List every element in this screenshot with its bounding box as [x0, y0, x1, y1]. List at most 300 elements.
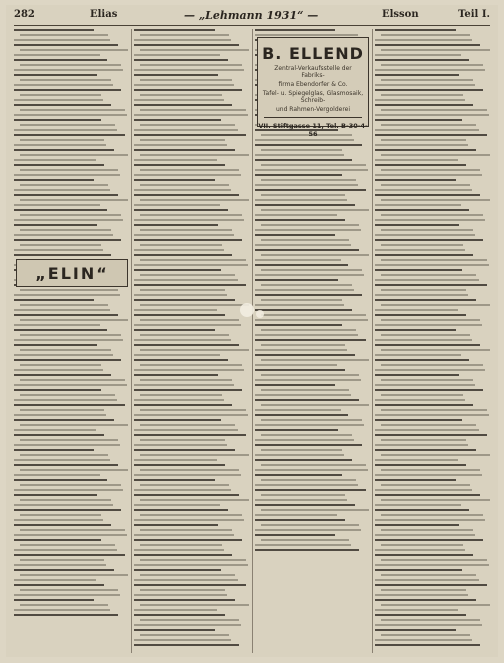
directory-text-line [381, 589, 466, 591]
directory-text-line [140, 394, 222, 396]
directory-text-line [261, 149, 342, 151]
directory-text-line [381, 244, 463, 246]
directory-text-line [134, 624, 241, 626]
directory-text-line [375, 329, 456, 331]
directory-text-line [375, 389, 483, 391]
directory-text-line [261, 329, 356, 331]
paper-stain [240, 303, 254, 317]
directory-text-line [255, 264, 348, 266]
directory-text-line [375, 189, 472, 191]
directory-text-line [14, 519, 103, 521]
directory-text-line [14, 159, 96, 161]
directory-text-line [140, 64, 242, 66]
directory-text-line [14, 534, 127, 536]
directory-text-line [14, 339, 123, 341]
directory-text-line [14, 204, 100, 206]
directory-text-line [134, 89, 242, 91]
directory-text-line [140, 529, 232, 531]
directory-text-line [14, 224, 97, 226]
directory-text-line [134, 479, 215, 481]
ellend-ad-line: Tafel- u. Spiegelglas, Glasmosaik, Schreib- [262, 90, 364, 104]
directory-text-line [255, 454, 344, 456]
directory-text-line [381, 94, 463, 96]
directory-text-line [255, 244, 351, 246]
directory-text-line [14, 69, 123, 71]
directory-text-line [375, 104, 473, 106]
directory-text-line [20, 529, 125, 531]
directory-text-line [20, 394, 115, 396]
directory-text-line [20, 244, 101, 246]
directory-text-line [255, 544, 351, 546]
directory-text-line [255, 144, 362, 146]
directory-text-line [134, 564, 248, 566]
directory-text-line [14, 99, 103, 101]
directory-text-line [20, 154, 128, 156]
directory-text-line [134, 149, 235, 151]
directory-text-line [14, 179, 94, 181]
directory-text-line [381, 274, 476, 276]
directory-text-line [134, 404, 232, 406]
directory-text-line [255, 29, 335, 31]
header-right-keyword: Elsson [382, 9, 419, 20]
directory-text-line [375, 594, 468, 596]
directory-text-line [255, 399, 359, 401]
directory-text-line [134, 284, 246, 286]
directory-text-line [255, 184, 358, 186]
directory-text-line [134, 489, 231, 491]
directory-text-line [375, 59, 469, 61]
directory-text-line [134, 569, 221, 571]
directory-text-line [261, 509, 369, 511]
directory-text-line [255, 229, 361, 231]
directory-text-line [14, 239, 121, 241]
directory-text-line [14, 194, 118, 196]
directory-text-line [381, 229, 473, 231]
directory-text-line [261, 539, 349, 541]
directory-text-line [255, 504, 355, 506]
directory-text-line [134, 519, 244, 521]
directory-text-line [375, 624, 482, 626]
directory-text-line [140, 154, 249, 156]
directory-text-line [134, 194, 239, 196]
directory-text-line [255, 159, 352, 161]
directory-text-line [261, 359, 369, 361]
directory-text-line [261, 374, 359, 376]
directory-text-line [255, 169, 368, 171]
directory-text-line [20, 439, 118, 441]
ellend-ad-rule [264, 117, 362, 118]
directory-text-line [375, 84, 475, 86]
directory-text-line [375, 174, 482, 176]
directory-text-line [261, 179, 356, 181]
directory-text-line [134, 594, 227, 596]
directory-text-line [261, 434, 352, 436]
directory-text-line [375, 579, 479, 581]
directory-text-line [375, 489, 472, 491]
directory-text-line [375, 479, 456, 481]
directory-text-line [134, 509, 228, 511]
directory-text-line [375, 509, 469, 511]
directory-text-line [375, 444, 468, 446]
directory-text-line [134, 444, 227, 446]
directory-column-2 [134, 29, 249, 653]
header-volume: Teil I. [458, 9, 490, 20]
directory-text-line [14, 354, 113, 356]
paper-stain [256, 310, 264, 318]
directory-text-line [375, 384, 475, 386]
ellend-ad-line: Zentral-Verkaufsstelle der Fabriks- [274, 65, 352, 79]
directory-text-line [20, 349, 111, 351]
directory-text-line [261, 314, 366, 316]
directory-text-line [375, 519, 485, 521]
directory-text-line [261, 194, 345, 196]
directory-text-line [140, 244, 222, 246]
directory-text-line [14, 464, 118, 466]
directory-text-line [134, 359, 228, 361]
ellend-advertisement [257, 37, 369, 138]
directory-text-line [14, 524, 111, 526]
directory-text-line [20, 469, 128, 471]
directory-text-line [20, 484, 121, 486]
directory-text-line [261, 239, 349, 241]
directory-text-line [255, 154, 344, 156]
directory-text-line [375, 164, 466, 166]
directory-text-line [140, 364, 242, 366]
directory-text-line [140, 559, 246, 561]
directory-text-line [375, 504, 461, 506]
directory-text-line [255, 474, 342, 476]
directory-text-line [375, 144, 468, 146]
ellend-ad-line: firma Ebendorfer & Co. [278, 81, 348, 88]
directory-text-line [255, 354, 355, 356]
directory-text-line [14, 569, 114, 571]
directory-text-line [14, 369, 103, 371]
directory-text-line [261, 449, 342, 451]
page-number: 282 [14, 9, 35, 20]
directory-text-line [140, 199, 249, 201]
directory-text-line [375, 314, 466, 316]
directory-text-line [134, 279, 238, 281]
directory-text-line [134, 629, 215, 631]
directory-text-line [134, 69, 244, 71]
directory-text-line [14, 149, 114, 151]
directory-text-line [20, 139, 104, 141]
directory-text-line [375, 234, 475, 236]
directory-text-line [14, 299, 94, 301]
column-divider [372, 29, 373, 653]
directory-text-line [14, 344, 97, 346]
directory-text-line [255, 349, 347, 351]
directory-text-line [14, 74, 97, 76]
directory-text-line [140, 514, 242, 516]
directory-text-line [134, 549, 224, 551]
directory-text-line [375, 464, 466, 466]
directory-text-line [261, 209, 369, 211]
directory-text-line [381, 139, 466, 141]
directory-text-line [375, 569, 462, 571]
directory-text-line [134, 369, 244, 371]
directory-text-line [20, 319, 128, 321]
directory-text-line [134, 384, 234, 386]
directory-text-line [255, 369, 345, 371]
directory-column-4 [375, 29, 490, 653]
directory-text-line [140, 109, 246, 111]
directory-text-line [375, 239, 483, 241]
directory-text-line [255, 534, 335, 536]
directory-text-line [20, 409, 104, 411]
directory-text-line [14, 374, 111, 376]
directory-text-line [134, 399, 224, 401]
directory-text-line [255, 259, 341, 261]
directory-text-line [255, 414, 348, 416]
directory-text-line [375, 434, 487, 436]
directory-text-line [134, 234, 234, 236]
directory-text-line [14, 459, 110, 461]
directory-text-line [134, 119, 221, 121]
directory-text-line [134, 99, 224, 101]
directory-text-line [375, 279, 479, 281]
directory-text-line [14, 39, 110, 41]
directory-text-line [14, 509, 121, 511]
directory-text-line [255, 249, 359, 251]
directory-text-line [20, 94, 101, 96]
directory-text-line [381, 469, 480, 471]
directory-text-line [140, 619, 239, 621]
directory-text-line [255, 139, 354, 141]
directory-text-line [134, 434, 246, 436]
directory-text-line [261, 479, 356, 481]
directory-text-line [381, 64, 483, 66]
directory-text-line [134, 54, 220, 56]
directory-text-line [134, 59, 228, 61]
ellend-ad-line: und Rahmen-Vergolderei [275, 106, 351, 113]
directory-text-line [140, 229, 232, 231]
directory-text-line [375, 194, 480, 196]
directory-text-line [381, 439, 466, 441]
directory-text-line [134, 239, 242, 241]
directory-text-line [261, 269, 362, 271]
directory-text-line [134, 84, 234, 86]
directory-text-line [381, 604, 490, 606]
directory-text-line [14, 134, 125, 136]
directory-text-line [381, 289, 466, 291]
directory-text-line [375, 599, 476, 601]
directory-text-line [14, 104, 111, 106]
directory-text-line [134, 174, 241, 176]
directory-text-line [375, 429, 479, 431]
directory-text-line [375, 89, 483, 91]
directory-text-line [140, 439, 225, 441]
directory-text-line [134, 299, 235, 301]
directory-text-line [134, 459, 217, 461]
directory-text-line [375, 534, 475, 536]
directory-text-line [134, 339, 231, 341]
directory-text-line [261, 164, 366, 166]
directory-text-line [375, 44, 480, 46]
directory-text-line [134, 324, 241, 326]
directory-text-line [20, 559, 104, 561]
directory-text-line [134, 209, 228, 211]
directory-text-line [140, 184, 229, 186]
directory-text-line [375, 549, 465, 551]
directory-text-line [375, 494, 480, 496]
directory-text-line [14, 584, 104, 586]
directory-text-line [381, 544, 463, 546]
directory-text-line [14, 434, 104, 436]
directory-text-line [140, 589, 225, 591]
directory-text-line [381, 124, 476, 126]
ellend-ad-name: B. ELLEND [262, 44, 364, 63]
header-left-keyword: Elias [90, 9, 118, 20]
directory-text-line [140, 469, 239, 471]
directory-text-line [14, 324, 100, 326]
directory-text-line [140, 544, 222, 546]
directory-text-line [14, 164, 104, 166]
directory-text-line [255, 484, 358, 486]
directory-text-line [375, 369, 485, 371]
directory-text-line [134, 494, 239, 496]
directory-text-line [261, 284, 352, 286]
directory-text-line [14, 54, 100, 56]
directory-text-line [375, 269, 462, 271]
directory-text-line [375, 129, 479, 131]
directory-text-line [14, 599, 94, 601]
directory-text-line [255, 289, 354, 291]
page-header [14, 9, 490, 23]
directory-text-line [140, 34, 229, 36]
directory-text-line [375, 344, 480, 346]
directory-text-line [375, 99, 465, 101]
directory-text-line [140, 454, 249, 456]
directory-text-line [14, 174, 120, 176]
directory-text-line [255, 279, 338, 281]
directory-text-line [20, 334, 121, 336]
directory-text-line [134, 524, 218, 526]
directory-text-line [134, 159, 217, 161]
directory-text-line [261, 254, 369, 256]
directory-text-line [255, 409, 341, 411]
directory-text-line [134, 614, 225, 616]
directory-text-line [134, 464, 225, 466]
directory-text-line [14, 549, 117, 551]
directory-text-line [375, 359, 469, 361]
directory-text-line [381, 349, 490, 351]
directory-text-line [255, 234, 335, 236]
directory-text-line [375, 69, 485, 71]
directory-text-line [14, 249, 103, 251]
directory-text-line [375, 609, 458, 611]
directory-text-line [255, 34, 358, 36]
directory-text-line [255, 324, 342, 326]
directory-text-line [20, 589, 118, 591]
directory-text-line [134, 309, 217, 311]
directory-text-line [381, 364, 483, 366]
directory-text-line [375, 309, 458, 311]
directory-text-line [134, 414, 248, 416]
directory-text-line [14, 29, 94, 31]
directory-text-line [14, 114, 127, 116]
directory-text-line [381, 184, 470, 186]
directory-text-line [255, 514, 337, 516]
directory-text-line [14, 404, 125, 406]
directory-text-line [255, 394, 351, 396]
directory-text-line [14, 144, 106, 146]
directory-text-line [14, 314, 118, 316]
directory-text-line [375, 354, 461, 356]
directory-text-line [134, 219, 244, 221]
directory-text-line [375, 419, 462, 421]
directory-text-line [381, 634, 470, 636]
directory-text-line [140, 124, 235, 126]
directory-text-line [134, 539, 242, 541]
directory-text-line [134, 134, 246, 136]
directory-text-line [255, 364, 337, 366]
directory-text-line [134, 374, 218, 376]
directory-text-line [134, 584, 246, 586]
directory-text-line [14, 594, 120, 596]
directory-text-line [255, 309, 352, 311]
directory-text-line [14, 44, 118, 46]
directory-text-line [381, 199, 490, 201]
directory-text-line [255, 274, 364, 276]
directory-text-line [14, 429, 96, 431]
directory-text-line [381, 424, 476, 426]
directory-text-line [134, 534, 234, 536]
directory-text-line [14, 59, 107, 61]
directory-text-line [381, 79, 473, 81]
directory-text-line [381, 499, 490, 501]
directory-text-line [134, 179, 215, 181]
directory-text-line [20, 184, 108, 186]
directory-text-line [20, 49, 128, 51]
directory-text-line [255, 519, 345, 521]
directory-text-line [375, 114, 489, 116]
directory-text-line [375, 339, 472, 341]
directory-text-line [375, 299, 476, 301]
directory-text-line [14, 389, 101, 391]
directory-text-line [381, 484, 470, 486]
directory-text-line [134, 389, 242, 391]
directory-text-line [255, 339, 366, 341]
directory-text-line [375, 54, 461, 56]
directory-text-line [381, 394, 463, 396]
directory-text-line [261, 524, 359, 526]
directory-text-line [20, 34, 108, 36]
directory-text-line [134, 264, 248, 266]
directory-text-line [14, 539, 101, 541]
directory-text-line [14, 359, 121, 361]
directory-text-line [134, 269, 221, 271]
directory-text-line [134, 204, 220, 206]
directory-text-line [134, 254, 232, 256]
directory-text-line [14, 474, 100, 476]
directory-text-line [20, 514, 101, 516]
directory-text-line [134, 599, 235, 601]
directory-text-line [261, 494, 345, 496]
directory-text-line [255, 204, 355, 206]
directory-text-line [255, 549, 359, 551]
directory-text-line [134, 554, 232, 556]
directory-text-line [140, 379, 232, 381]
directory-text-line [375, 564, 489, 566]
header-title: — „Lehmann 1931“ — [184, 9, 319, 22]
directory-text-line [134, 419, 221, 421]
directory-text-line [20, 64, 121, 66]
directory-text-line [14, 494, 97, 496]
directory-text-line [140, 319, 239, 321]
directory-text-line [14, 414, 106, 416]
directory-text-line [20, 169, 118, 171]
